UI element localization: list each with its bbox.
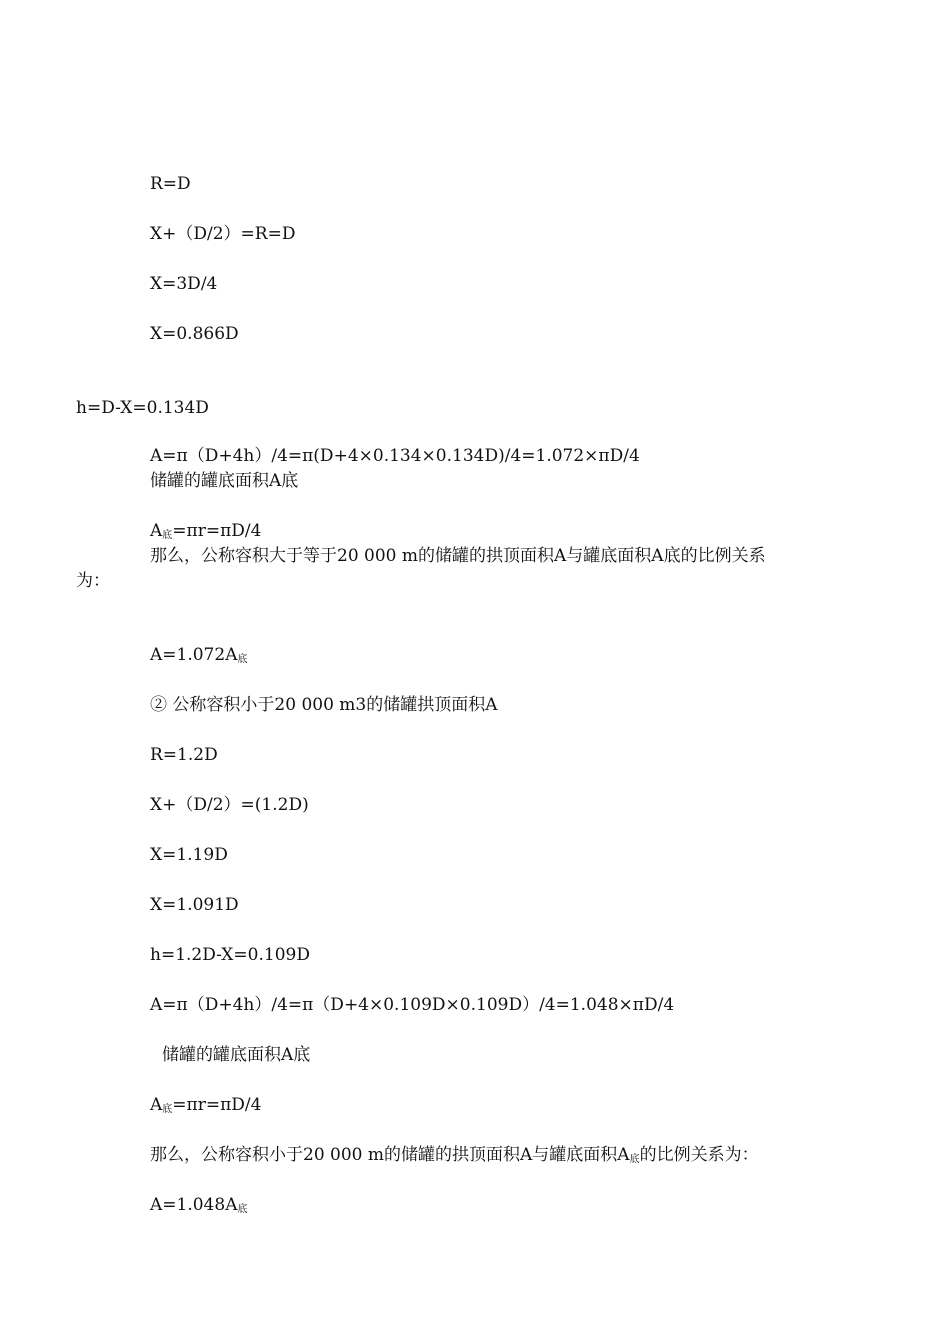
ratio-statement-1: 那么，公称容积大于等于20 000 m的储罐的拱顶面积A与罐底面积A底的比例关系 bbox=[150, 546, 766, 566]
equation-pythagoras-1: X+（D/2）=R=D bbox=[150, 224, 296, 244]
equation-x-squared-2: X=1.19D bbox=[150, 845, 228, 865]
equation-r-equals-d: R=D bbox=[150, 174, 191, 194]
ratio-result-2: $A=1.048A_底$ bbox=[150, 1195, 248, 1215]
ratio-statement-2: 那么，公称容积小于20 000 m的储罐的拱顶面积A与罐底面积$A_底$的比例关系为： bbox=[150, 1145, 759, 1165]
ratio-statement-1-continued: 为： bbox=[76, 571, 110, 591]
equation-area-1: A=π（D+4h）/4=π(D+4×0.134×0.134D)/4=1.072×πD/4 bbox=[150, 446, 640, 466]
equation-x-value-1: X=0.866D bbox=[150, 324, 239, 344]
equation-h-value-1: h=D-X=0.134D bbox=[76, 398, 209, 418]
equation-x-squared-1: X=3D/4 bbox=[150, 274, 218, 294]
ratio-result-1: $A=1.072A_底$ bbox=[150, 645, 248, 665]
equation-pythagoras-2: X+（D/2）=(1.2D) bbox=[150, 795, 309, 815]
equation-bottom-area-1: $A_底=\pi r=\pi D/4$ bbox=[150, 521, 262, 541]
tank-bottom-area-label-2: 储罐的罐底面积A底 bbox=[162, 1045, 311, 1065]
equation-x-value-2: X=1.091D bbox=[150, 895, 239, 915]
equation-bottom-area-2: $A_底=\pi r=\pi D/4$ bbox=[150, 1095, 262, 1115]
equation-h-value-2: h=1.2D-X=0.109D bbox=[150, 945, 310, 965]
tank-bottom-area-label-1: 储罐的罐底面积A底 bbox=[150, 471, 299, 491]
section-heading-2: ② 公称容积小于20 000 m3的储罐拱顶面积A bbox=[150, 695, 498, 715]
equation-area-2: A=π（D+4h）/4=π（D+4×0.109D×0.109D）/4=1.048×πD/4 bbox=[150, 995, 675, 1015]
equation-r-value-2: R=1.2D bbox=[150, 745, 218, 765]
